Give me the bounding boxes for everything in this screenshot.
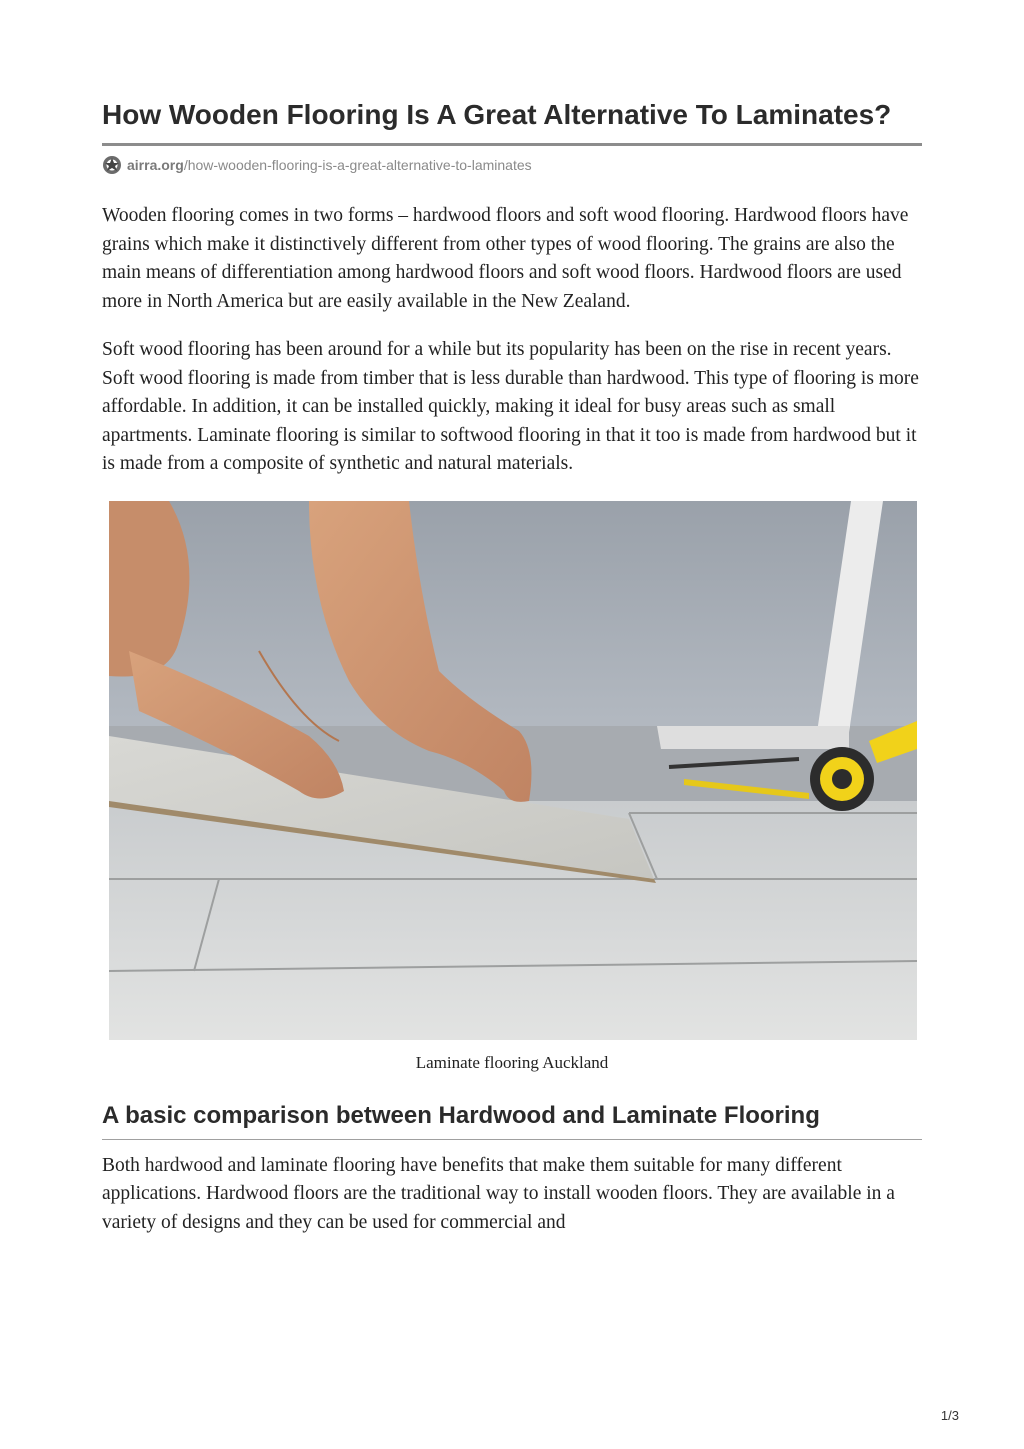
source-line bbox=[102, 154, 922, 176]
flooring-photo bbox=[109, 501, 917, 1040]
figure-caption: Laminate flooring Auckland bbox=[415, 1052, 609, 1072]
section-divider bbox=[102, 1139, 922, 1140]
title-divider bbox=[102, 143, 922, 146]
paragraph-3: Both hardwood and laminate flooring have benefits that make them suitable for many different applications. Hardwood floors are the traditional way to install wooden floors. They are available in a variety of designs and they can be used for commercial and bbox=[102, 1154, 895, 1233]
laminate-installation-image bbox=[109, 501, 917, 1040]
page-number: 1/3 bbox=[940, 1408, 959, 1423]
paragraph-2: Soft wood flooring has been around for a while but its popularity has been on the rise in recent years. Soft wood flooring is made from timber that is less durable than hardwood. This type of flooring is more affordable. In addition, it can be installed quickly, making it ideal for busy areas such as small apartments. Laminate flooring is similar to softwood flooring in that it too is made from hardwood but it is made from a composite of synthetic and natural materials. bbox=[102, 339, 919, 474]
paragraph-1: Wooden flooring comes in two forms – hardwood floors and soft wood flooring. Hardwood floors have grains which make it distinctively different from other types of wood flooring. The grains are also the main means of differentiation among hardwood floors and soft wood floors. Hardwood floors are used more in North America but are easily available in the New Zealand. bbox=[102, 205, 909, 312]
article-title: How Wooden Flooring Is A Great Alternative To Laminates? bbox=[102, 99, 892, 130]
source-path[interactable]: /how-wooden-flooring-is-a-great-alternative-to-laminates bbox=[183, 157, 532, 173]
site-logo-icon bbox=[102, 155, 122, 175]
article bbox=[102, 96, 922, 1237]
section-heading: A basic comparison between Hardwood and Laminate Flooring bbox=[102, 1101, 820, 1129]
source-domain[interactable]: airra.org bbox=[127, 157, 184, 173]
